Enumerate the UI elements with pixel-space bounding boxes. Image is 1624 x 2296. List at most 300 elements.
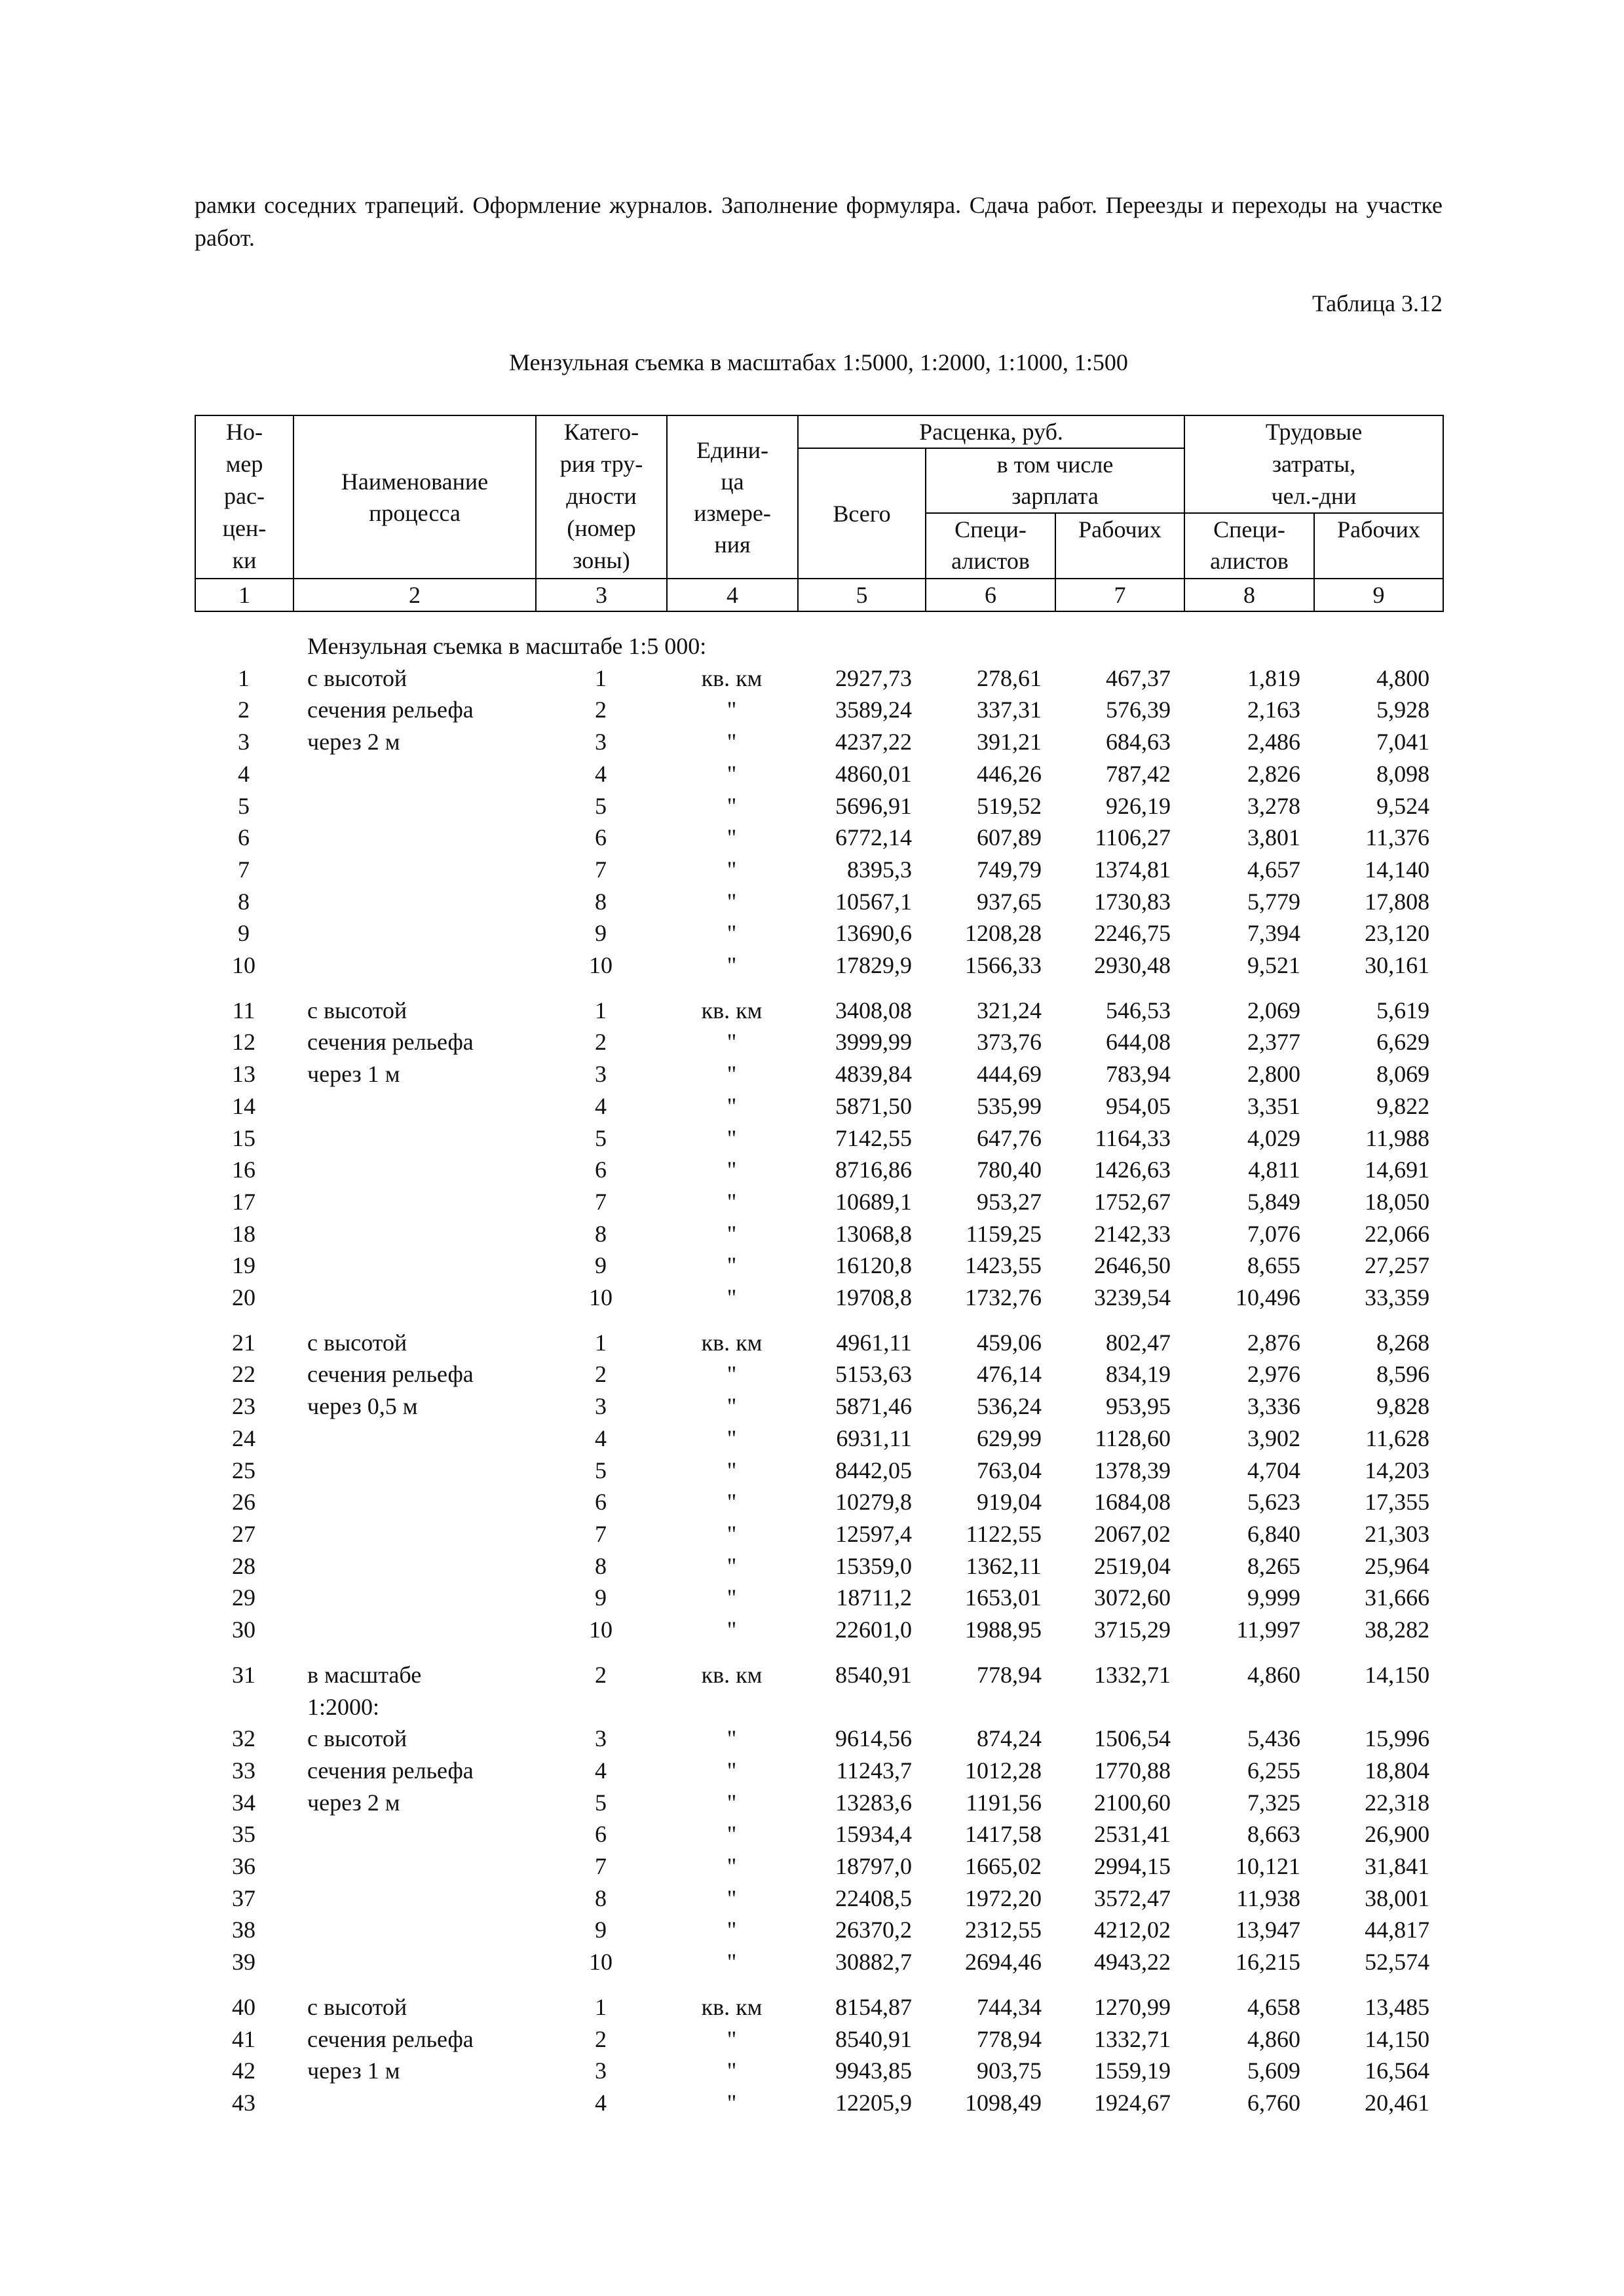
cell-unit: " xyxy=(727,1821,737,1848)
cell-number: 41 xyxy=(232,2025,255,2052)
cell-number: 18 xyxy=(232,1220,255,1247)
cell-spec-labor: 1,819 xyxy=(1247,664,1300,691)
cell-number: 33 xyxy=(232,1757,255,1784)
cell-spec-labor: 2,876 xyxy=(1247,1329,1300,1356)
cell-work-wage: 1332,71 xyxy=(1094,1661,1171,1688)
cell-number: 10 xyxy=(232,952,255,979)
table-header xyxy=(195,415,1444,612)
cell-spec-wage: 1665,02 xyxy=(965,1853,1042,1880)
cell-work-wage: 684,63 xyxy=(1106,729,1171,756)
cell-spec-wage: 1423,55 xyxy=(965,1252,1042,1279)
cell-total: 13690,6 xyxy=(835,920,912,947)
table-row xyxy=(195,2055,1443,2087)
cell-total: 10689,1 xyxy=(835,1188,912,1215)
cell-work-labor: 8,268 xyxy=(1376,1329,1430,1356)
cell-unit: " xyxy=(727,1284,737,1311)
cell-spec-wage: 2312,55 xyxy=(965,1917,1042,1943)
cell-unit: " xyxy=(727,1252,737,1279)
cell-unit: " xyxy=(727,1061,737,1088)
cell-spec-labor: 3,336 xyxy=(1247,1393,1300,1420)
table-row xyxy=(195,1327,1443,1359)
cell-category: 10 xyxy=(589,1284,613,1311)
cell-spec-wage: 1012,28 xyxy=(965,1757,1042,1784)
cell-category: 2 xyxy=(595,697,607,723)
cell-work-wage: 1270,99 xyxy=(1094,1993,1171,2020)
cell-category: 7 xyxy=(595,1520,607,1547)
table-row xyxy=(195,1090,1443,1122)
cell-work-wage: 1426,63 xyxy=(1094,1157,1171,1183)
cell-spec-labor: 8,663 xyxy=(1247,1821,1300,1848)
cell-work-labor: 52,574 xyxy=(1365,1949,1430,1976)
cell-process-name: с высотой xyxy=(307,664,407,691)
cell-spec-wage: 444,69 xyxy=(977,1061,1042,1088)
cell-total: 15934,4 xyxy=(835,1821,912,1848)
cell-spec-labor: 5,779 xyxy=(1247,888,1300,915)
cell-work-labor: 18,804 xyxy=(1365,1757,1430,1784)
cell-spec-labor: 4,704 xyxy=(1247,1457,1300,1483)
cell-work-wage: 802,47 xyxy=(1106,1329,1171,1356)
cell-spec-labor: 13,947 xyxy=(1236,1917,1300,1943)
cell-unit: " xyxy=(727,1157,737,1183)
header-index: 2 xyxy=(293,579,536,611)
cell-unit: " xyxy=(727,1885,737,1911)
cell-work-labor: 30,161 xyxy=(1365,952,1430,979)
cell-spec-wage: 337,31 xyxy=(977,697,1042,723)
cell-work-wage: 3239,54 xyxy=(1094,1284,1171,1311)
cell-spec-labor xyxy=(1184,1691,1313,1723)
table-row xyxy=(195,917,1443,949)
cell-work-labor: 20,461 xyxy=(1365,2089,1430,2116)
table-row xyxy=(195,1154,1443,1186)
cell-number: 11 xyxy=(232,997,255,1024)
cell-spec-wage: 535,99 xyxy=(977,1092,1042,1119)
cell-total: 4961,11 xyxy=(836,1329,912,1356)
cell-process-name: через 1 м xyxy=(307,2057,400,2084)
cell-process-name xyxy=(293,854,535,886)
cell-process-name: сечения рельефа xyxy=(307,1757,474,1784)
cell-spec-labor: 2,377 xyxy=(1247,1029,1300,1056)
cell-category: 8 xyxy=(595,1552,607,1579)
group-gap xyxy=(195,1314,1443,1327)
cell-work-wage: 2142,33 xyxy=(1094,1220,1171,1247)
cell-spec-labor: 4,811 xyxy=(1248,1157,1300,1183)
cell-spec-wage: 1972,20 xyxy=(965,1885,1042,1911)
cell-category: 1 xyxy=(595,997,607,1024)
cell-spec-wage: 1098,49 xyxy=(965,2089,1042,2116)
cell-number: 43 xyxy=(232,2089,255,2116)
cell-spec-wage: 744,34 xyxy=(977,1993,1042,2020)
cell-spec-wage xyxy=(925,1691,1055,1723)
cell-total: 19708,8 xyxy=(835,1284,912,1311)
cell-category: 3 xyxy=(595,1393,607,1420)
cell-total: 9943,85 xyxy=(835,2057,912,2084)
cell-work-wage: 954,05 xyxy=(1106,1092,1171,1119)
cell-category: 1 xyxy=(595,1329,607,1356)
cell-spec-wage: 874,24 xyxy=(977,1725,1042,1752)
table-row xyxy=(195,694,1443,726)
cell-category: 3 xyxy=(595,1725,607,1752)
cell-category: 5 xyxy=(595,792,607,819)
cell-total: 8540,91 xyxy=(835,2025,912,2052)
cell-work-labor: 22,066 xyxy=(1365,1220,1430,1247)
cell-work-labor: 31,841 xyxy=(1365,1853,1430,1880)
cell-unit: " xyxy=(727,1220,737,1247)
cell-number: 23 xyxy=(232,1393,255,1420)
cell-category: 10 xyxy=(589,1949,613,1976)
cell-category: 7 xyxy=(595,1188,607,1215)
table-row xyxy=(195,1991,1443,2023)
cell-spec-labor: 5,623 xyxy=(1247,1489,1300,1516)
header-index: 4 xyxy=(667,579,798,611)
cell-total: 4237,22 xyxy=(835,729,912,756)
cell-spec-wage: 953,27 xyxy=(977,1188,1042,1215)
cell-spec-labor: 10,121 xyxy=(1236,1853,1300,1880)
cell-process-name xyxy=(293,1914,535,1946)
cell-category: 4 xyxy=(595,2089,607,2116)
cell-category: 7 xyxy=(595,1853,607,1880)
cell-category: 6 xyxy=(595,824,607,851)
cell-work-wage: 1924,67 xyxy=(1094,2089,1171,2116)
cell-unit: " xyxy=(727,920,737,947)
table-row xyxy=(195,1455,1443,1487)
cell-total: 5153,63 xyxy=(835,1361,912,1388)
cell-work-labor: 16,564 xyxy=(1365,2057,1430,2084)
cell-work-wage: 3572,47 xyxy=(1094,1885,1171,1911)
cell-process-name xyxy=(293,1282,535,1314)
cell-work-labor xyxy=(1313,1691,1443,1723)
cell-category: 2 xyxy=(595,1661,607,1688)
cell-spec-wage: 476,14 xyxy=(977,1361,1042,1388)
cell-category: 3 xyxy=(595,2057,607,2084)
cell-category: 8 xyxy=(595,1220,607,1247)
cell-total: 13283,6 xyxy=(835,1789,912,1816)
cell-work-labor: 14,140 xyxy=(1365,856,1430,883)
cell-unit: кв. км xyxy=(701,1993,763,2020)
cell-number: 12 xyxy=(232,1029,255,1056)
header-index: 5 xyxy=(798,579,926,611)
cell-category: 9 xyxy=(595,1917,607,1943)
cell-category: 5 xyxy=(595,1457,607,1483)
cell-total: 18711,2 xyxy=(836,1584,912,1611)
cell-unit: " xyxy=(727,1520,737,1547)
cell-number: 37 xyxy=(232,1885,255,1911)
cell-work-labor: 25,964 xyxy=(1365,1552,1430,1579)
cell-unit: " xyxy=(727,1457,737,1483)
cell-total: 3589,24 xyxy=(835,697,912,723)
cell-spec-wage: 1653,01 xyxy=(965,1584,1042,1611)
cell-spec-wage: 446,26 xyxy=(977,760,1042,787)
cell-total: 11243,7 xyxy=(836,1757,912,1784)
cell-process-name: через 2 м xyxy=(307,729,400,756)
cell-work-labor: 15,996 xyxy=(1365,1725,1430,1752)
table-row xyxy=(195,1946,1443,1978)
cell-spec-labor: 4,860 xyxy=(1247,1661,1300,1688)
cell-work-wage: 1770,88 xyxy=(1094,1757,1171,1784)
cell-spec-labor: 6,255 xyxy=(1247,1757,1300,1784)
cell-unit: " xyxy=(727,2057,737,2084)
cell-total: 7142,55 xyxy=(835,1124,912,1151)
cell-spec-wage: 763,04 xyxy=(977,1457,1042,1483)
cell-spec-wage: 321,24 xyxy=(977,997,1042,1024)
cell-work-labor: 8,069 xyxy=(1376,1061,1430,1088)
cell-work-wage: 787,42 xyxy=(1106,760,1171,787)
cell-unit: " xyxy=(727,1757,737,1784)
cell-spec-wage: 519,52 xyxy=(977,792,1042,819)
cell-category: 4 xyxy=(595,1757,607,1784)
cell-process-name: сечения рельефа xyxy=(307,1029,474,1056)
cell-total: 9614,56 xyxy=(835,1725,912,1752)
cell-total: 22601,0 xyxy=(835,1617,912,1643)
cell-category: 1 xyxy=(595,1993,607,2020)
cell-work-wage: 546,53 xyxy=(1106,997,1171,1024)
table-row xyxy=(195,1390,1443,1423)
cell-spec-labor: 7,325 xyxy=(1247,1789,1300,1816)
cell-category: 2 xyxy=(595,1361,607,1388)
cell-process-name xyxy=(293,790,535,822)
cell-work-wage: 3715,29 xyxy=(1094,1617,1171,1643)
table-row xyxy=(195,726,1443,758)
cell-spec-labor: 6,760 xyxy=(1247,2089,1300,2116)
cell-work-wage: 1506,54 xyxy=(1094,1725,1171,1752)
cell-process-name xyxy=(293,1090,535,1122)
cell-total: 8716,86 xyxy=(835,1157,912,1183)
cell-category: 10 xyxy=(589,1617,613,1643)
cell-total: 30882,7 xyxy=(835,1949,912,1976)
cell-work-labor: 38,282 xyxy=(1365,1617,1430,1643)
cell-spec-wage: 1566,33 xyxy=(965,952,1042,979)
cell-work-wage: 1559,19 xyxy=(1094,2057,1171,2084)
cell-process-name: с высотой xyxy=(307,1725,407,1752)
cell-work-wage: 1128,60 xyxy=(1095,1425,1171,1451)
cell-number: 2 xyxy=(238,697,250,723)
data-table xyxy=(195,630,1443,2119)
cell-process-name xyxy=(293,1614,535,1646)
cell-unit: " xyxy=(727,1917,737,1943)
cell-number: 21 xyxy=(232,1329,255,1356)
cell-work-labor: 14,150 xyxy=(1365,2025,1430,2052)
table-row xyxy=(195,1787,1443,1819)
cell-spec-labor: 9,521 xyxy=(1247,952,1300,979)
cell-category: 9 xyxy=(595,1584,607,1611)
cell-spec-labor: 2,800 xyxy=(1247,1061,1300,1088)
header-labor-group: Трудовые затраты, чел.-дни xyxy=(1184,415,1443,513)
cell-spec-labor: 6,840 xyxy=(1247,1520,1300,1547)
cell-number: 1 xyxy=(238,664,250,691)
cell-process-name: с высотой xyxy=(307,1993,407,2020)
cell-category: 2 xyxy=(595,1029,607,1056)
cell-process-name xyxy=(293,1550,535,1582)
cell-category: 9 xyxy=(595,920,607,947)
cell-category: 1 xyxy=(595,664,607,691)
cell-category: 4 xyxy=(595,760,607,787)
table-row xyxy=(195,1614,1443,1646)
cell-spec-labor: 16,215 xyxy=(1236,1949,1300,1976)
cell-process-name xyxy=(293,886,535,918)
header-col-number: Но- мер рас- цен- ки xyxy=(195,415,293,579)
cell-work-wage: 3072,60 xyxy=(1094,1584,1171,1611)
cell-total: 12597,4 xyxy=(835,1520,912,1547)
cell-spec-labor: 7,076 xyxy=(1247,1220,1300,1247)
table-row xyxy=(195,1850,1443,1883)
cell-spec-wage: 391,21 xyxy=(977,729,1042,756)
cell-number: 39 xyxy=(232,1949,255,1976)
cell-work-labor: 44,817 xyxy=(1365,1917,1430,1943)
cell-total: 5871,46 xyxy=(835,1393,912,1420)
cell-work-wage: 2531,41 xyxy=(1094,1821,1171,1848)
cell-spec-wage: 373,76 xyxy=(977,1029,1042,1056)
table-row xyxy=(195,1486,1443,1518)
cell-spec-labor: 4,657 xyxy=(1247,856,1300,883)
cell-number: 40 xyxy=(232,1993,255,2020)
cell-category: 8 xyxy=(595,888,607,915)
table-row xyxy=(195,1358,1443,1390)
cell-work-labor: 9,828 xyxy=(1376,1393,1430,1420)
cell-spec-labor: 8,265 xyxy=(1247,1552,1300,1579)
table-row xyxy=(195,1659,1443,1691)
cell-spec-wage: 2694,46 xyxy=(965,1949,1042,1976)
cell-unit: " xyxy=(727,1725,737,1752)
cell-unit: " xyxy=(727,824,737,851)
table-row xyxy=(195,662,1443,695)
cell-spec-labor: 2,163 xyxy=(1247,697,1300,723)
cell-spec-labor: 4,029 xyxy=(1247,1124,1300,1151)
cell-spec-wage: 780,40 xyxy=(977,1157,1042,1183)
cell-unit: " xyxy=(727,856,737,883)
cell-unit: " xyxy=(727,1425,737,1451)
cell-spec-labor: 9,999 xyxy=(1247,1584,1300,1611)
header-index: 3 xyxy=(536,579,667,611)
cell-number: 27 xyxy=(232,1520,255,1547)
cell-process-name xyxy=(293,1946,535,1978)
cell-unit: " xyxy=(727,1489,737,1516)
cell-work-labor: 38,001 xyxy=(1365,1885,1430,1911)
cell-spec-labor: 2,976 xyxy=(1247,1361,1300,1388)
cell-work-wage: 644,08 xyxy=(1106,1029,1171,1056)
cell-process-name xyxy=(293,1486,535,1518)
cell-spec-wage: 1122,55 xyxy=(966,1520,1042,1547)
cell-category: 3 xyxy=(595,729,607,756)
cell-spec-labor: 11,938 xyxy=(1236,1885,1300,1911)
cell-unit: " xyxy=(727,1393,737,1420)
cell-work-labor: 5,928 xyxy=(1376,697,1430,723)
table-row xyxy=(195,995,1443,1027)
table-row xyxy=(195,1423,1443,1455)
cell-unit: " xyxy=(727,1092,737,1119)
header-price-group: Расценка, руб. xyxy=(798,415,1184,448)
cell-work-labor: 9,524 xyxy=(1376,792,1430,819)
table-row xyxy=(195,886,1443,918)
cell-category: 4 xyxy=(595,1092,607,1119)
table-row xyxy=(195,1250,1443,1282)
cell-work-wage: 1752,67 xyxy=(1094,1188,1171,1215)
cell-process-name xyxy=(293,1850,535,1883)
cell-unit: " xyxy=(727,1124,737,1151)
cell-spec-labor: 10,496 xyxy=(1236,1284,1300,1311)
cell-spec-wage: 1159,25 xyxy=(966,1220,1042,1247)
cell-work-labor: 9,822 xyxy=(1376,1092,1430,1119)
cell-unit: " xyxy=(727,952,737,979)
cell-number: 31 xyxy=(232,1661,255,1688)
cell-work-labor: 8,098 xyxy=(1376,760,1430,787)
table-row xyxy=(195,1186,1443,1218)
cell-spec-labor: 2,069 xyxy=(1247,997,1300,1024)
cell-unit: " xyxy=(727,1584,737,1611)
cell-work-labor: 31,666 xyxy=(1365,1584,1430,1611)
cell-process-name xyxy=(293,1218,535,1250)
cell-unit: " xyxy=(727,1552,737,1579)
cell-work-labor: 5,619 xyxy=(1376,997,1430,1024)
cell-total: 26370,2 xyxy=(835,1917,912,1943)
table-row xyxy=(195,1282,1443,1314)
cell-number: 13 xyxy=(232,1061,255,1088)
cell-spec-wage: 937,65 xyxy=(977,888,1042,915)
cell-work-wage: 2646,50 xyxy=(1094,1252,1171,1279)
table-row xyxy=(195,1122,1443,1155)
cell-work-labor: 7,041 xyxy=(1376,729,1430,756)
cell-spec-wage: 1417,58 xyxy=(965,1821,1042,1848)
cell-work-labor: 27,257 xyxy=(1365,1252,1430,1279)
cell-total: 16120,8 xyxy=(835,1252,912,1279)
cell-process-name xyxy=(293,1455,535,1487)
cell-number: 15 xyxy=(232,1124,255,1151)
cell-number: 42 xyxy=(232,2057,255,2084)
table-row xyxy=(195,1550,1443,1582)
intro-paragraph: рамки соседних трапеций. Оформление журналов. Заполнение формуляра. Сдача работ. Переезды и переходы на участке работ. xyxy=(195,192,1443,251)
cell-spec-wage: 919,04 xyxy=(977,1489,1042,1516)
cell-spec-labor: 3,902 xyxy=(1247,1425,1300,1451)
cell-number: 36 xyxy=(232,1853,255,1880)
cell-work-labor: 17,808 xyxy=(1365,888,1430,915)
table-row xyxy=(195,2087,1443,2119)
cell-process-name xyxy=(293,758,535,790)
cell-total: 6772,14 xyxy=(835,824,912,851)
cell-work-labor: 11,628 xyxy=(1365,1425,1430,1451)
cell-unit: " xyxy=(727,2089,737,2116)
header-index: 6 xyxy=(926,579,1055,611)
table-row xyxy=(195,758,1443,790)
cell-process-name xyxy=(293,1883,535,1915)
cell-process-name: через 1 м xyxy=(307,1061,400,1088)
cell-category: 6 xyxy=(595,1489,607,1516)
cell-number: 38 xyxy=(232,1917,255,1943)
table-row xyxy=(195,1883,1443,1915)
header-spec2: Специ- алистов xyxy=(1184,513,1314,579)
cell-number: 4 xyxy=(238,760,250,787)
cell-work-labor: 13,485 xyxy=(1365,1993,1430,2020)
cell-work-wage: 2100,60 xyxy=(1094,1789,1171,1816)
cell-work-wage: 1730,83 xyxy=(1094,888,1171,915)
cell-total: 15359,0 xyxy=(835,1552,912,1579)
cell-process-name xyxy=(293,949,535,982)
cell-total: 13068,8 xyxy=(835,1220,912,1247)
cell-work-wage: 1378,39 xyxy=(1094,1457,1171,1483)
table-row xyxy=(195,1518,1443,1550)
cell-spec-labor: 4,860 xyxy=(1247,2025,1300,2052)
cell-unit: " xyxy=(727,1949,737,1976)
cell-spec-wage: 1208,28 xyxy=(965,920,1042,947)
cell-number: 25 xyxy=(232,1457,255,1483)
cell-category: 8 xyxy=(595,1885,607,1911)
header-work: Рабочих xyxy=(1055,513,1184,579)
cell-spec-labor: 2,826 xyxy=(1247,760,1300,787)
header-work2: Рабочих xyxy=(1314,513,1443,579)
cell-spec-wage: 607,89 xyxy=(977,824,1042,851)
cell-number: 3 xyxy=(238,729,250,756)
cell-category: 4 xyxy=(595,1425,607,1451)
cell-work-labor: 23,120 xyxy=(1365,920,1430,947)
cell-number: 29 xyxy=(232,1584,255,1611)
cell-total: 6931,11 xyxy=(836,1425,912,1451)
